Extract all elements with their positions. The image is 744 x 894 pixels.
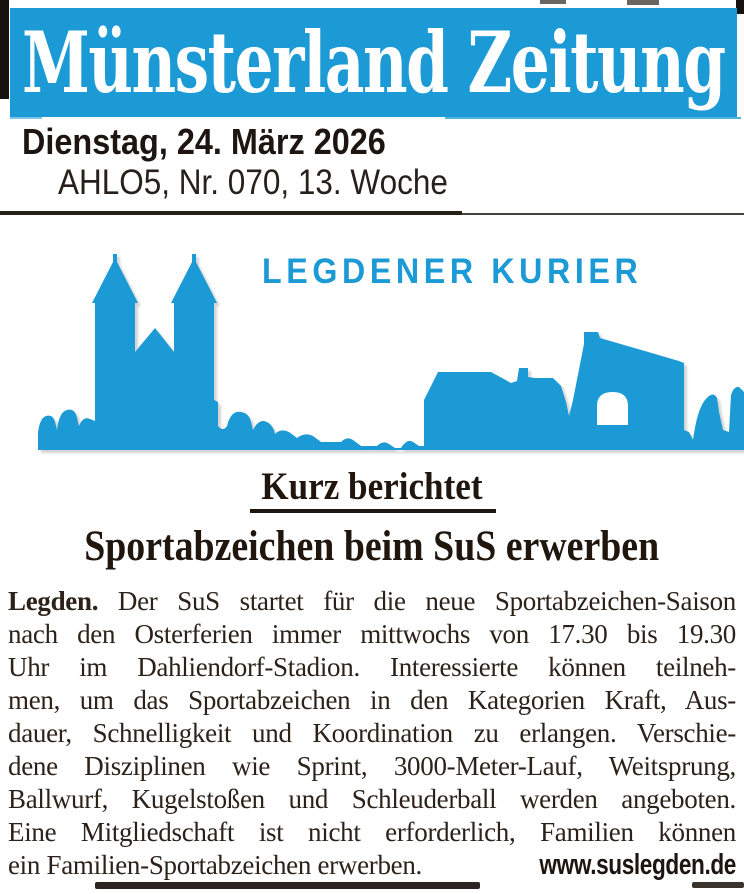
scan-crop-bar-bottom (95, 882, 480, 889)
article-line (8, 585, 736, 618)
legdener-kurier-logo (0, 238, 744, 455)
section-heading-text: Kurz berichtet (261, 465, 483, 508)
section-heading-underline (250, 509, 496, 513)
masthead-hairline (445, 117, 741, 119)
section-heading (0, 464, 744, 509)
article-line: dauer, Schnelligkeit und Koordination zu erlangen. Verschie- (8, 718, 736, 748)
website-url: www.suslegden.de (539, 849, 736, 881)
dateline-date: Dienstag, 24. März 2026 (22, 121, 386, 162)
article-body (8, 585, 736, 882)
article-line: Ballwurf, Kugelstoßen und Schleuderball werden angeboten. (8, 784, 736, 814)
scan-crop-notch-right (736, 0, 744, 14)
article-lead-in: Legden. (8, 586, 99, 616)
newspaper-title: Münsterland Zeitung (22, 13, 725, 112)
article-line: Uhr im Dahliendorf-Stadion. Interessierte können teilneh- (8, 652, 736, 682)
article-line-text: ein Familien-Sportabzeichen erwerben. (8, 850, 422, 880)
dateline-edition: AHLO5, Nr. 070, 13. Woche (58, 163, 448, 202)
article-line-text: Der SuS startet für die neue Sportabzeichen-Saison (117, 586, 737, 616)
scan-crop-bar-bottom-right (692, 882, 744, 888)
scan-crop-mark (540, 0, 566, 4)
kurier-section-title: LEGDENER KURIER (262, 252, 643, 291)
barn-arch-doorway (597, 392, 628, 425)
dateline-rule-right (462, 213, 744, 215)
article-line: nach den Osterferien immer mittwochs von 17.30 bis 19.30 (8, 619, 736, 649)
dateline-rule-left (0, 211, 462, 215)
article-headline (0, 522, 744, 571)
article-headline-text: Sportabzeichen beim SuS erwerben (84, 523, 660, 570)
masthead-hairline-left (10, 117, 42, 119)
article-line: men, um das Sportabzeichen in den Kategorien Kraft, Aus- (8, 685, 736, 715)
article-last-line (8, 849, 736, 882)
scan-crop-mark (627, 0, 659, 5)
scan-crop-strip-left (0, 0, 9, 99)
newspaper-masthead (10, 8, 737, 117)
article-line: Eine Mitgliedschaft ist nicht erforderlich, Familien können (8, 817, 736, 847)
article-line: dene Disziplinen wie Sprint, 3000-Meter-Lauf, Weitsprung, (8, 751, 736, 781)
